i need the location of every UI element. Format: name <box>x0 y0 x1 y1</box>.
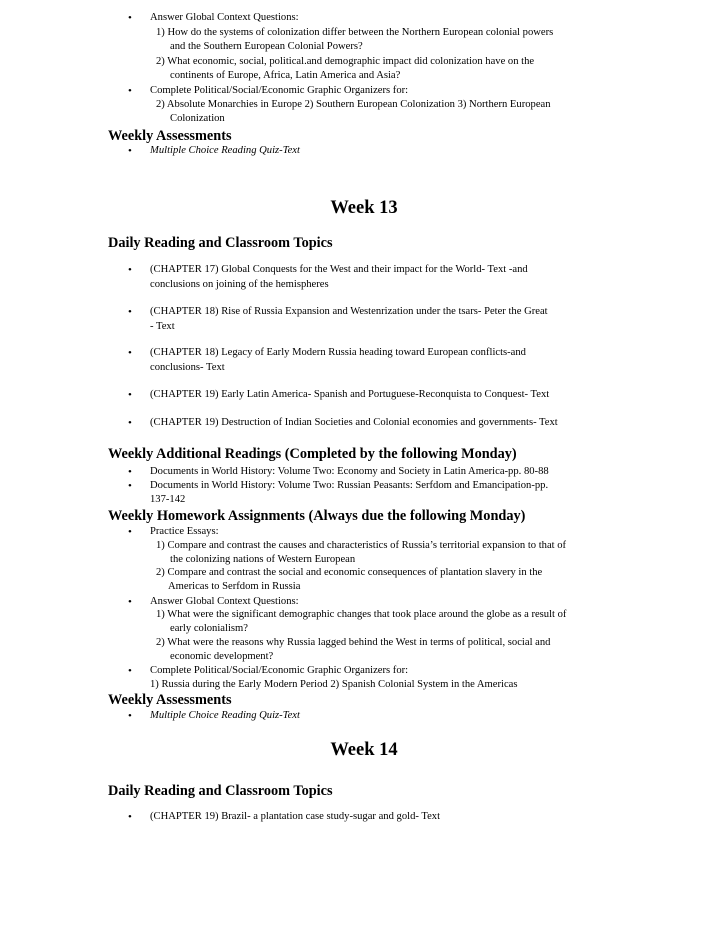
global-question-1-cont: and the Southern European Colonial Powers? <box>170 41 363 52</box>
reading-2: Documents in World History: Volume Two: Russian Peasants: Serfdom and Emancipation-pp. <box>150 480 549 491</box>
bullet: • <box>128 466 132 478</box>
global-questions-label: Answer Global Context Questions: <box>150 596 299 607</box>
bullet: • <box>128 417 132 429</box>
bullet: • <box>128 665 132 677</box>
homework-heading: Weekly Homework Assignments (Always due the following Monday) <box>108 508 526 524</box>
organizers-list: 1) Russia during the Early Modern Period 2) Spanish Colonial System in the Americas <box>150 679 518 690</box>
bullet: • <box>128 389 132 401</box>
global-question-2: 2) What were the reasons why Russia lagged behind the West in terms of political, social and <box>156 637 551 648</box>
week-14-title: Week 14 <box>330 740 398 760</box>
essay-2: 2) Compare and contrast the social and economic consequences of plantation slavery in the <box>156 567 543 578</box>
bullet: • <box>128 145 132 157</box>
quiz-item: Multiple Choice Reading Quiz-Text <box>150 710 300 721</box>
bullet: • <box>128 264 132 276</box>
weekly-assessments-heading: Weekly Assessments <box>108 128 232 144</box>
global-question-1: 1) What were the significant demographic changes that took place around the globe as a result of <box>156 609 567 620</box>
reading-2-cont: 137-142 <box>150 494 186 505</box>
topic-5: (CHAPTER 19) Destruction of Indian Societies and Colonial economies and governments- Text <box>150 417 558 428</box>
global-question-2-cont: economic development? <box>170 651 274 662</box>
quiz-item: Multiple Choice Reading Quiz-Text <box>150 145 300 156</box>
bullet: • <box>128 85 132 97</box>
bullet: • <box>128 480 132 492</box>
bullet: • <box>128 526 132 538</box>
topic-1: (CHAPTER 19) Brazil- a plantation case study-sugar and gold- Text <box>150 811 441 822</box>
organizers-label: Complete Political/Social/Economic Graphic Organizers for: <box>150 665 409 676</box>
additional-readings-heading: Weekly Additional Readings (Completed by the following Monday) <box>108 446 517 462</box>
bullet: • <box>128 12 132 24</box>
global-question-1-cont: early colonialism? <box>170 623 248 634</box>
topic-4: (CHAPTER 19) Early Latin America- Spanish and Portuguese-Reconquista to Conquest- Text <box>150 389 550 400</box>
topic-2-cont: - Text <box>150 321 175 332</box>
bullet: • <box>128 596 132 608</box>
topic-1-cont: conclusions on joining of the hemispheres <box>150 279 329 290</box>
topic-1: (CHAPTER 17) Global Conquests for the West and their impact for the World- Text -and <box>150 264 528 275</box>
organizers-list-cont: Colonization <box>170 113 225 124</box>
global-question-2: 2) What economic, social, political.and demographic impact did colonization have on the <box>156 56 535 67</box>
daily-reading-heading: Daily Reading and Classroom Topics <box>108 783 333 799</box>
bullet: • <box>128 710 132 722</box>
bullet: • <box>128 347 132 359</box>
bullet: • <box>128 306 132 318</box>
weekly-assessments-heading: Weekly Assessments <box>108 692 232 708</box>
week-13-title: Week 13 <box>330 198 398 218</box>
global-question-1: 1) How do the systems of colonization differ between the Northern European colonial powers <box>156 27 554 38</box>
topic-3: (CHAPTER 18) Legacy of Early Modern Russia heading toward European conflicts-and <box>150 347 526 358</box>
practice-essays-label: Practice Essays: <box>150 526 219 537</box>
organizers-label: Complete Political/Social/Economic Graphic Organizers for: <box>150 85 409 96</box>
bullet: • <box>128 811 132 823</box>
daily-reading-heading: Daily Reading and Classroom Topics <box>108 235 333 251</box>
global-questions-label: Answer Global Context Questions: <box>150 12 299 23</box>
reading-1: Documents in World History: Volume Two: Economy and Society in Latin America-pp. 80-88 <box>150 466 549 477</box>
global-question-2-cont: continents of Europe, Africa, Latin America and Asia? <box>170 70 401 81</box>
topic-3-cont: conclusions- Text <box>150 362 225 373</box>
essay-1-cont: the colonizing nations of Western European <box>170 554 356 565</box>
organizers-list: 2) Absolute Monarchies in Europe 2) Southern European Colonization 3) Northern European <box>156 99 551 110</box>
topic-2: (CHAPTER 18) Rise of Russia Expansion and Westenrization under the tsars- Peter the Great <box>150 306 548 317</box>
essay-2-cont: Americas to Serfdom in Russia <box>168 581 301 592</box>
essay-1: 1) Compare and contrast the causes and characteristics of Russia’s territorial expansion to that of <box>156 540 567 551</box>
